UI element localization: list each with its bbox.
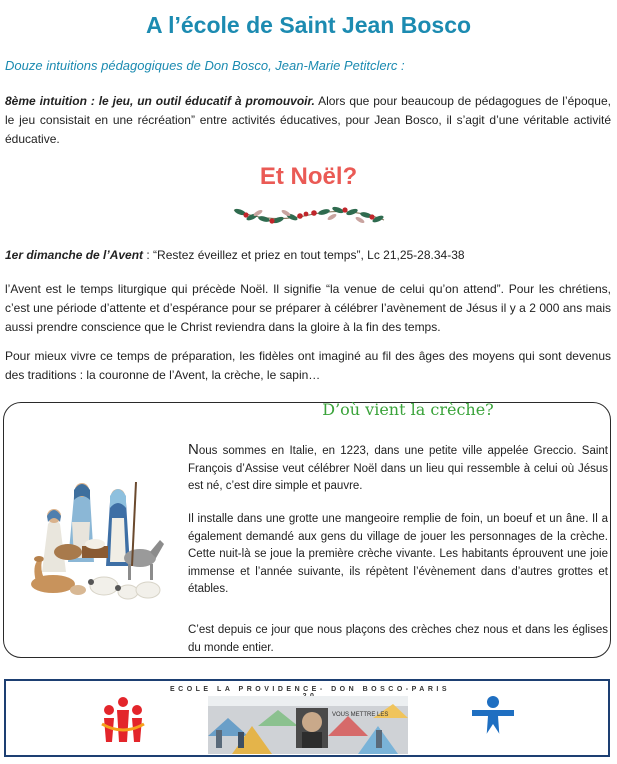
page-subtitle: Douze intuitions pédagogiques de Don Bosco, Jean-Marie Petitclerc :: [5, 58, 405, 73]
advent-sunday-label: 1er dimanche de l’Avent: [5, 248, 144, 262]
creche-paragraph-1: [188, 441, 608, 496]
creche-paragraph-1-text: ous sommes en Italie, en 1223, dans une petite ville appelée Greccio. Saint François d’Assise veut célébrer Noël dans un lieu qui ressemble à celui où Jésus est né, c’est dire simple et pauvre.: [188, 445, 608, 492]
advent-sunday-text: : “Restez éveillez et priez en tout temps”, Lc 21,25-28.34-38: [143, 248, 465, 262]
garland-icon: [230, 202, 388, 228]
creche-title: D’où vient la crèche?: [322, 400, 494, 419]
don-bosco-logo-icon: [470, 694, 516, 746]
intuition-lead: 8ème intuition : le jeu, un outil éducatif à promouvoir.: [5, 94, 315, 108]
salesian-family-logo-icon: [100, 694, 146, 746]
creche-first-letter: N: [188, 441, 199, 458]
section-title: Et Noël?: [259, 163, 358, 190]
traditions-paragraph: Pour mieux vivre ce temps de préparation, les fidèles ont imaginé au fil des âges des moyens qui sont devenus des traditions : la couronne de l’Avent, la crèche, le sapin…: [5, 349, 611, 382]
advent-paragraph: l’Avent est le temps liturgique qui précède Noël. Il signifie “la venue de celui qu’on attend”. Pour les chrétiens, c’est une période d’attente et d’espérance pour se préparer à célébrer l’avènement de Jésus il y a 2 000 ans mais aussi prendre conscience que le Christ reviendra dans la gloire à la fin des temps.: [5, 282, 611, 334]
creche-paragraph-2: Il installe dans une grotte une mangeoire remplie de foin, un boeuf et un âne. Il a également demandé aux gens du village de jouer les personnages de la crèche. Cette nuit-là se joue la première crèche vivante. Les habitants éprouvent une joie immense et l’année suivante, ils répètent l’évènement dans d’autres grottes et étables.: [188, 513, 608, 595]
intuition-paragraph: [5, 92, 611, 149]
advent-sunday: [5, 246, 611, 265]
creche-paragraph-3: C’est depuis ce jour que nous plaçons des crèches chez nous et dans les églises du monde entier.: [188, 624, 608, 654]
nativity-illustration: [28, 462, 168, 607]
school-mural-photo: [208, 696, 408, 754]
mural-text: VOUS METTRE LES: [332, 712, 389, 718]
footer-caption: ECOLE LA PROVIDENCE- DON BOSCO-PARIS: [169, 686, 450, 693]
intuition-body: Alors que pour beaucoup de pédagogues de l’époque, le jeu consistait en une récréation” entre activités éducatives, pour Jean Bosco, il s’agit d’une véritable activité éducative.: [5, 94, 611, 146]
page-title: A l’école de Saint Jean Bosco: [145, 12, 472, 38]
